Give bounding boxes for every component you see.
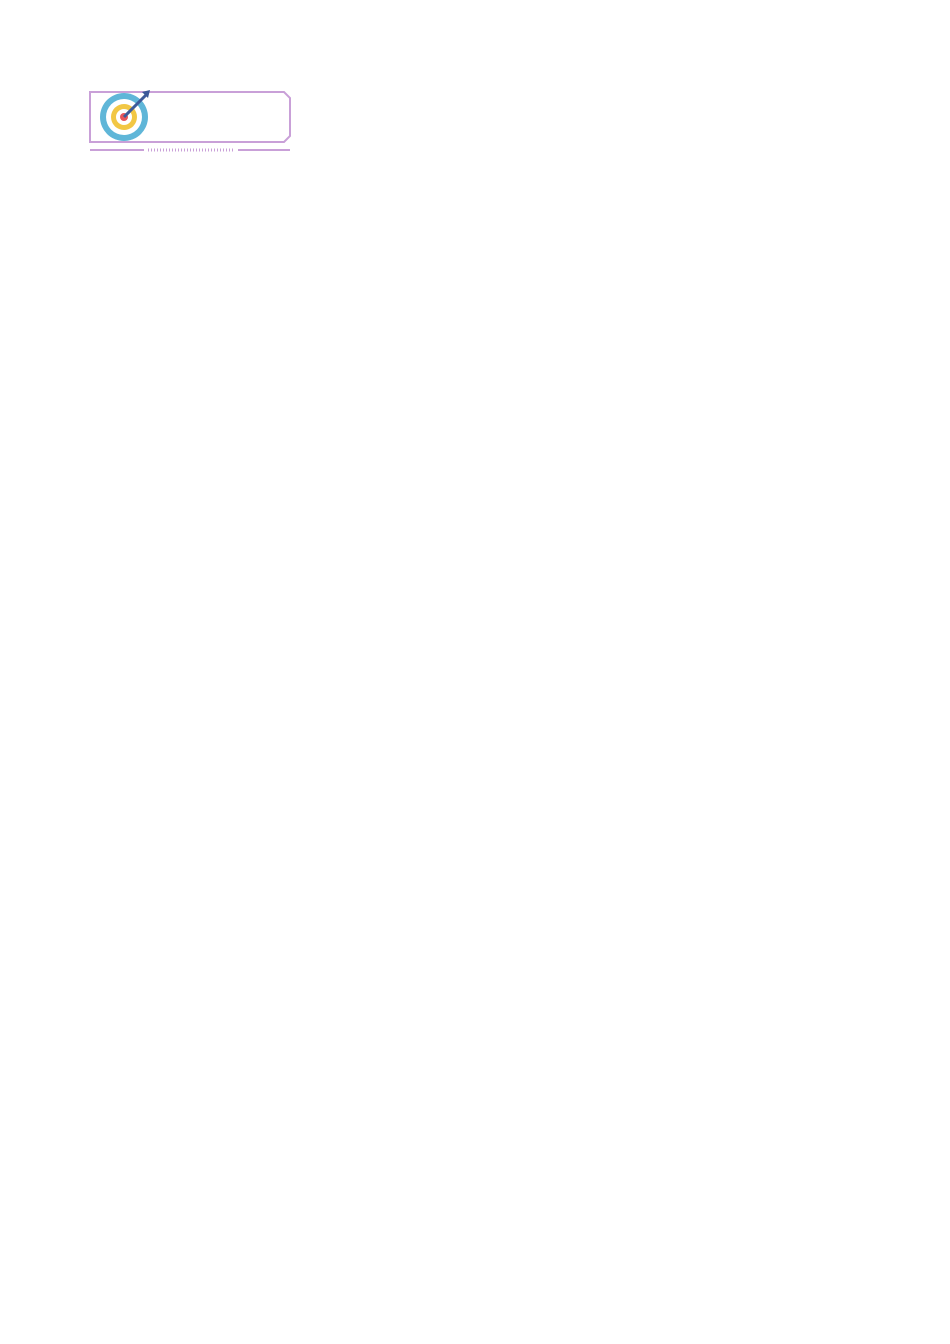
badge-frame bbox=[84, 84, 294, 156]
section-badge bbox=[82, 69, 868, 183]
document-content bbox=[82, 69, 868, 183]
